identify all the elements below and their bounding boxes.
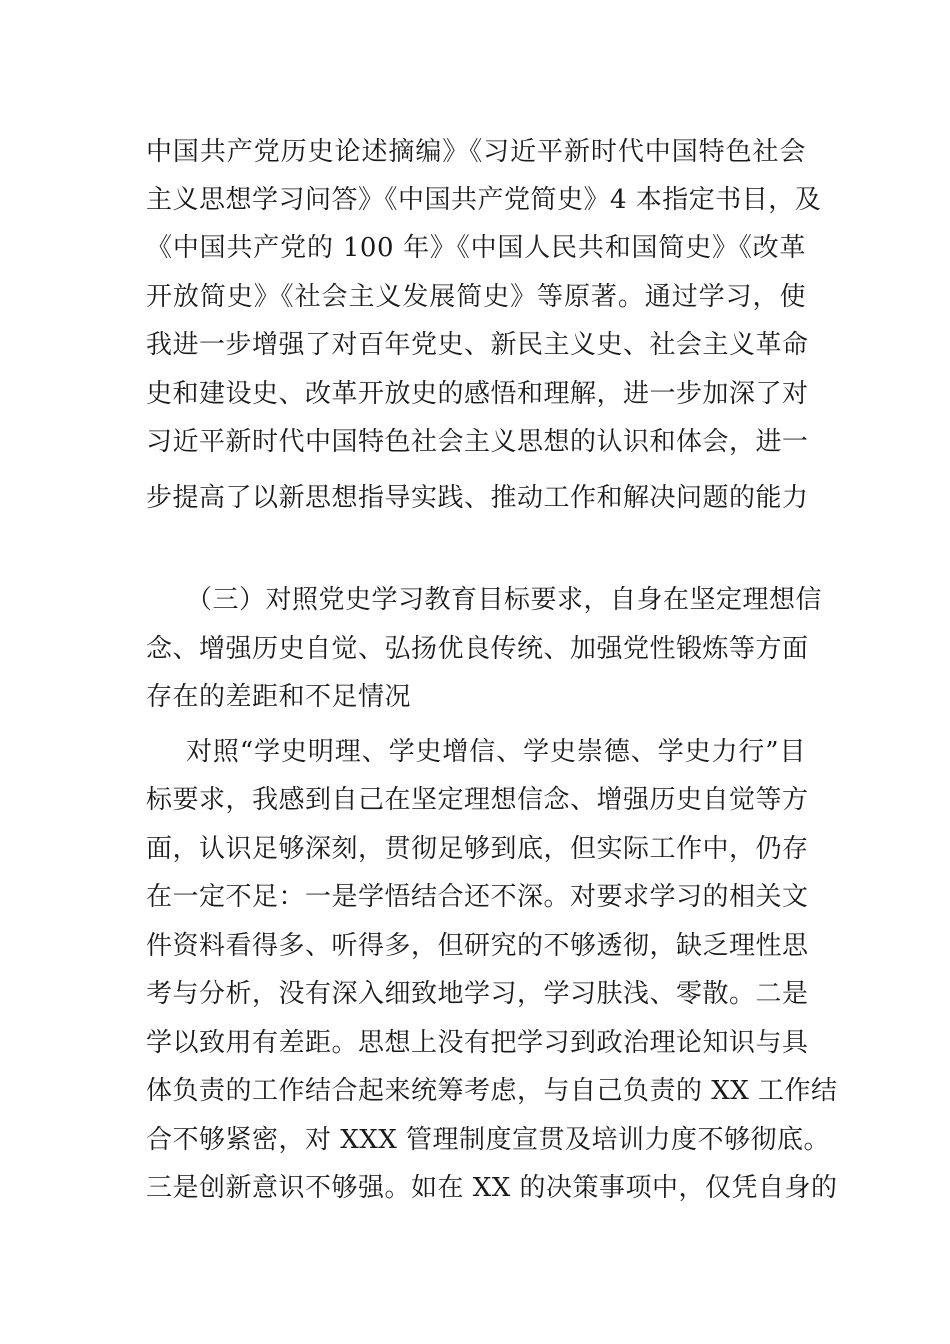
heading-line: 存在的差距和不足情况 <box>146 682 412 712</box>
text-line: 体负责的工作结合起来统筹考虑，与自己负责的 XX 工作结 <box>146 1076 838 1106</box>
text-line: 我进一步增强了对百年党史、新民主义史、社会主义革命 <box>146 330 809 360</box>
text-line: 对照“学史明理、学史增信、学史崇德、学史力行”目 <box>186 737 806 767</box>
heading-line: （三）对照党史学习教育目标要求，自身在坚定理想信 <box>186 585 823 615</box>
text-line: 开放简史》《社会主义发展简史》等原著。通过学习，使 <box>146 282 806 312</box>
text-line: 在一定不足：一是学悟结合还不深。对要求学习的相关文 <box>146 882 809 912</box>
heading-line: 念、增强历史自觉、弘扬优良传统、加强党性锻炼等方面 <box>146 634 809 664</box>
text-line: 步提高了以新思想指导实践、推动工作和解决问题的能力 <box>146 483 809 513</box>
text-line: 三是创新意识不够强。如在 XX 的决策事项中，仅凭自身的 <box>146 1173 838 1203</box>
text-line: 中国共产党历史论述摘编》《习近平新时代中国特色社会 <box>146 137 806 167</box>
text-line: 主义思想学习问答》《中国共产党简史》4 本指定书目，及 <box>146 185 822 215</box>
text-line: 习近平新时代中国特色社会主义思想的认识和体会，进一 <box>146 427 809 457</box>
text-line: 考与分析，没有深入细致地学习，学习肤浅、零散。二是 <box>146 979 809 1009</box>
text-line: 《中国共产党的 100 年》《中国人民共和国简史》《改革 <box>146 233 806 263</box>
text-line: 学以致用有差距。思想上没有把学习到政治理论知识与具 <box>146 1028 809 1058</box>
text-line: 件资料看得多、听得多，但研究的不够透彻，缺乏理性思 <box>146 931 809 961</box>
text-line: 面，认识足够深刻，贯彻足够到底，但实际工作中，仍存 <box>146 834 809 864</box>
text-line: 标要求，我感到自己在坚定理想信念、增强历史自觉等方 <box>146 785 809 815</box>
text-line: 合不够紧密，对 XXX 管理制度宣贯及培训力度不够彻底。 <box>146 1125 831 1155</box>
text-line: 史和建设史、改革开放史的感悟和理解，进一步加深了对 <box>146 379 809 409</box>
